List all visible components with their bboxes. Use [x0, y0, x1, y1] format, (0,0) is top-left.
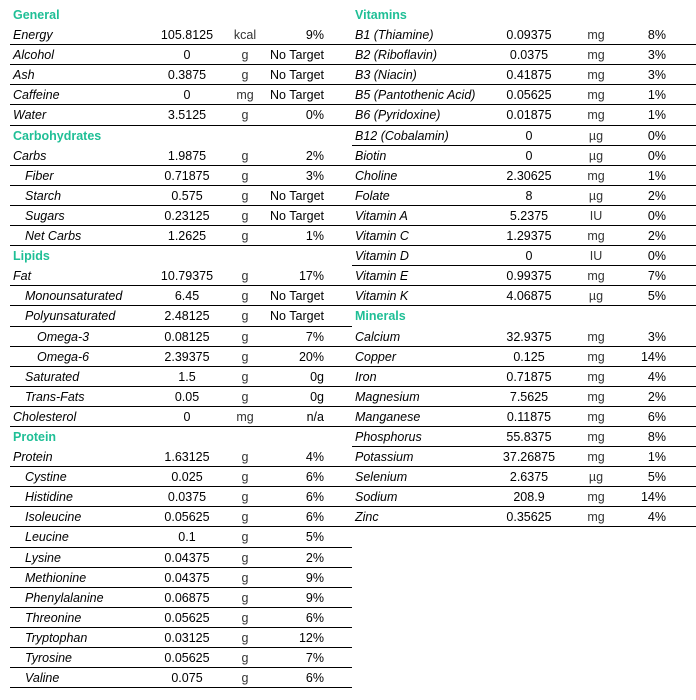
- nutrient-amount: 0.05625: [506, 88, 552, 103]
- nutrient-amount: 0.05625: [164, 651, 210, 665]
- nutrient-target-percent: 0%: [647, 249, 666, 264]
- nutrient-name: B3 (Niacin): [355, 68, 417, 83]
- nutrient-amount: 0.125: [513, 349, 545, 364]
- section-lipids: [10, 246, 352, 266]
- nutrient-target-percent: 6%: [305, 671, 324, 686]
- nutrient-unit: g: [241, 389, 249, 404]
- nutrient-amount: 0.575: [171, 188, 203, 203]
- nutrient-row-protein: [10, 447, 352, 467]
- nutrient-amount: 0.05625: [164, 510, 210, 525]
- nutrient-name: B12 (Cobalamin): [355, 128, 449, 143]
- section-title: Lipids: [13, 249, 50, 264]
- nutrient-amount: 0.03125: [164, 630, 210, 645]
- nutrient-amount: 0.05625: [164, 610, 210, 625]
- nutrient-unit: g: [241, 570, 249, 585]
- nutrient-table-right: [352, 5, 696, 527]
- nutrient-amount: 32.9375: [506, 329, 552, 344]
- nutrient-unit: µg: [588, 148, 604, 163]
- nutrient-name: Water: [13, 108, 47, 123]
- nutrient-amount: 1.29375: [506, 229, 552, 244]
- nutrient-unit: g: [241, 48, 249, 63]
- nutrient-target-percent: 5%: [647, 289, 666, 304]
- nutrient-row-b2-riboflavin: [352, 45, 696, 65]
- nutrient-target-percent: 2%: [647, 389, 666, 404]
- nutrient-row-histidine: [10, 487, 352, 507]
- nutrient-name: Tyrosine: [25, 651, 73, 665]
- nutrient-amount: 1.63125: [164, 450, 210, 465]
- nutrient-table-left: [10, 5, 352, 688]
- nutrient-name: Magnesium: [355, 389, 420, 404]
- nutrient-target-percent: 4%: [647, 369, 666, 384]
- nutrient-unit: g: [241, 208, 249, 223]
- nutrient-name: Copper: [355, 349, 396, 364]
- nutrient-target-percent: 2%: [305, 550, 324, 565]
- nutrient-amount: 0.99375: [506, 269, 552, 284]
- nutrient-unit: mg: [587, 68, 605, 83]
- nutrient-name: B1 (Thiamine): [355, 28, 434, 43]
- nutrient-unit: µg: [588, 188, 604, 203]
- nutrient-target-percent: 3%: [647, 68, 666, 83]
- nutrient-target-percent: 0%: [647, 128, 666, 143]
- nutrient-target-percent: No Target: [270, 88, 324, 103]
- section-general: [10, 5, 352, 25]
- nutrient-row-trans-fats: [10, 387, 352, 407]
- nutrient-amount: 0: [183, 409, 191, 424]
- nutrient-row-b5-pantothenic-acid: [352, 85, 696, 105]
- nutrient-row-polyunsaturated: [10, 306, 352, 326]
- nutrient-row-phenylalanine: [10, 588, 352, 608]
- nutrient-unit: µg: [588, 128, 604, 143]
- nutrient-amount: 0.41875: [506, 68, 552, 83]
- nutrient-row-valine: [10, 668, 352, 688]
- nutrient-name: B2 (Riboflavin): [355, 48, 437, 63]
- nutrient-row-saturated: [10, 367, 352, 387]
- nutrient-amount: 0.05: [174, 389, 200, 404]
- nutrient-target-percent: 1%: [647, 450, 666, 465]
- nutrient-name: Fiber: [25, 168, 54, 183]
- nutrient-row-net-carbs: [10, 226, 352, 246]
- nutrient-unit: mg: [587, 108, 605, 123]
- nutrient-name: Trans-Fats: [25, 389, 85, 404]
- section-carbohydrates: [10, 126, 352, 146]
- nutrient-target-percent: 9%: [305, 570, 324, 585]
- section-title: Protein: [13, 429, 57, 444]
- nutrient-name: Ash: [13, 68, 35, 83]
- nutrient-amount: 0: [183, 48, 191, 63]
- nutrient-unit: g: [241, 510, 249, 525]
- nutrient-name: Vitamin A: [355, 208, 408, 223]
- nutrient-amount: 3.5125: [167, 108, 207, 123]
- nutrient-amount: 55.8375: [506, 429, 552, 444]
- nutrient-target-percent: 2%: [305, 148, 324, 163]
- nutrient-name: Histidine: [25, 490, 73, 505]
- nutrient-row-alcohol: [10, 45, 352, 65]
- nutrient-row-fiber: [10, 166, 352, 186]
- nutrient-target-percent: 3%: [647, 48, 666, 63]
- nutrient-row-water: [10, 105, 352, 125]
- nutrient-row-biotin: [352, 146, 696, 166]
- nutrient-amount: 208.9: [513, 490, 545, 505]
- nutrient-target-percent: 2%: [647, 229, 666, 244]
- nutrient-row-copper: [352, 347, 696, 367]
- nutrient-target-percent: 6%: [305, 470, 324, 485]
- nutrient-unit: g: [241, 108, 249, 123]
- nutrient-target-percent: 2%: [647, 188, 666, 203]
- nutrient-amount: 1.9875: [167, 148, 207, 163]
- nutrient-name: Cystine: [25, 470, 67, 485]
- nutrient-unit: g: [241, 610, 249, 625]
- nutrient-row-vitamin-d: [352, 246, 696, 266]
- nutrient-amount: 8: [525, 188, 533, 203]
- nutrient-unit: g: [241, 470, 249, 485]
- nutrient-row-sugars: [10, 206, 352, 226]
- nutrient-unit: g: [241, 309, 249, 324]
- nutrient-amount: 0.08125: [164, 329, 210, 344]
- nutrient-unit: mg: [587, 409, 605, 424]
- nutrient-row-tryptophan: [10, 628, 352, 648]
- nutrient-target-percent: 7%: [305, 651, 324, 665]
- nutrient-unit: g: [241, 450, 249, 465]
- nutrient-amount: 5.2375: [509, 208, 549, 223]
- nutrient-target-percent: 7%: [647, 269, 666, 284]
- nutrient-target-percent: 17%: [298, 269, 324, 284]
- nutrient-target-percent: 0g: [310, 389, 324, 404]
- nutrient-row-choline: [352, 166, 696, 186]
- nutrient-unit: g: [241, 651, 249, 665]
- nutrient-name: Polyunsaturated: [25, 309, 116, 324]
- nutrient-unit: g: [241, 490, 249, 505]
- section-title: Carbohydrates: [13, 128, 102, 143]
- nutrient-target-percent: 8%: [647, 28, 666, 43]
- nutrient-amount: 0.09375: [506, 28, 552, 43]
- section-title: General: [13, 8, 60, 22]
- nutrient-row-zinc: [352, 507, 696, 527]
- nutrient-name: Caffeine: [13, 88, 60, 103]
- nutrient-name: Alcohol: [13, 48, 54, 63]
- nutrient-unit: g: [241, 168, 249, 183]
- nutrient-name: Protein: [13, 450, 53, 465]
- nutrient-target-percent: 1%: [305, 229, 324, 244]
- nutrient-unit: µg: [588, 470, 604, 485]
- nutrient-target-percent: 0%: [647, 208, 666, 223]
- nutrient-target-percent: 1%: [647, 168, 666, 183]
- nutrient-name: Calcium: [355, 329, 401, 344]
- nutrient-name: Folate: [355, 188, 390, 203]
- nutrient-name: Vitamin C: [355, 229, 409, 244]
- nutrient-unit: g: [241, 329, 249, 344]
- nutrient-amount: 37.26875: [502, 450, 556, 465]
- nutrient-amount: 0.1: [178, 530, 196, 545]
- nutrient-name: Cholesterol: [13, 409, 77, 424]
- nutrient-unit: mg: [587, 349, 605, 364]
- nutrient-amount: 0: [525, 128, 533, 143]
- nutrient-target-percent: 8%: [647, 429, 666, 444]
- nutrient-target-percent: 20%: [298, 349, 324, 364]
- nutrient-target-percent: 14%: [640, 349, 666, 364]
- nutrient-unit: mg: [587, 389, 605, 404]
- nutrient-unit: g: [241, 590, 249, 605]
- nutrient-target-percent: n/a: [306, 409, 324, 424]
- nutrient-name: Vitamin D: [355, 249, 409, 264]
- nutrient-target-percent: 7%: [305, 329, 324, 344]
- nutrient-name: Zinc: [355, 510, 379, 525]
- nutrient-target-percent: 6%: [647, 409, 666, 424]
- nutrient-row-b6-pyridoxine: [352, 105, 696, 125]
- nutrient-amount: 7.5625: [509, 389, 549, 404]
- nutrient-unit: mg: [587, 490, 605, 505]
- nutrient-target-percent: 14%: [640, 490, 666, 505]
- nutrient-unit: g: [241, 269, 249, 284]
- nutrient-row-vitamin-e: [352, 266, 696, 286]
- nutrient-row-cholesterol: [10, 407, 352, 427]
- nutrient-amount: 0.23125: [164, 208, 210, 223]
- section-title: Vitamins: [355, 8, 407, 22]
- nutrient-amount: 2.6375: [509, 470, 549, 485]
- nutrient-unit: mg: [587, 88, 605, 103]
- nutrient-row-tyrosine: [10, 648, 352, 668]
- nutrient-name: Selenium: [355, 470, 408, 485]
- nutrient-name: Vitamin K: [355, 289, 409, 304]
- nutrient-name: Monounsaturated: [25, 289, 123, 304]
- nutrient-amount: 1.2625: [167, 229, 207, 244]
- nutrient-name: Isoleucine: [25, 510, 82, 525]
- nutrient-target-percent: 0%: [647, 148, 666, 163]
- nutrient-unit: kcal: [233, 28, 257, 43]
- nutrient-unit: g: [241, 289, 249, 304]
- nutrient-row-monounsaturated: [10, 286, 352, 306]
- nutrient-row-methionine: [10, 568, 352, 588]
- nutrient-amount: 105.8125: [160, 28, 214, 43]
- nutrient-row-caffeine: [10, 85, 352, 105]
- nutrient-name: Fat: [13, 269, 32, 284]
- section-title: Minerals: [355, 309, 406, 324]
- nutrient-amount: 0.04375: [164, 550, 210, 565]
- nutrient-amount: 0.11875: [506, 409, 552, 424]
- nutrient-unit: mg: [236, 88, 254, 103]
- nutrient-unit: g: [241, 68, 249, 83]
- nutrient-target-percent: 6%: [305, 510, 324, 525]
- nutrient-amount: 0: [183, 88, 191, 103]
- nutrient-unit: IU: [589, 208, 603, 223]
- nutrient-row-starch: [10, 186, 352, 206]
- nutrient-row-selenium: [352, 467, 696, 487]
- nutrient-amount: 0.06875: [164, 590, 210, 605]
- nutrient-unit: mg: [587, 510, 605, 525]
- nutrient-amount: 0.3875: [167, 68, 207, 83]
- nutrient-row-energy: [10, 25, 352, 45]
- nutrient-target-percent: No Target: [270, 48, 324, 63]
- nutrient-name: Tryptophan: [25, 630, 88, 645]
- nutrient-row-cystine: [10, 467, 352, 487]
- nutrient-unit: g: [241, 630, 249, 645]
- nutrient-amount: 10.79375: [160, 269, 214, 284]
- nutrient-row-omega-6: [10, 347, 352, 367]
- nutrient-row-b1-thiamine: [352, 25, 696, 45]
- nutrient-unit: g: [241, 188, 249, 203]
- nutrient-name: Sodium: [355, 490, 398, 505]
- nutrient-target-percent: No Target: [270, 289, 324, 304]
- nutrient-name: Phosphorus: [355, 429, 422, 444]
- nutrient-row-ash: [10, 65, 352, 85]
- nutrient-name: Potassium: [355, 450, 414, 465]
- nutrient-unit: mg: [587, 450, 605, 465]
- nutrient-target-percent: 9%: [305, 28, 324, 43]
- nutrient-target-percent: 12%: [298, 630, 324, 645]
- nutrient-amount: 1.5: [178, 369, 196, 384]
- nutrient-amount: 6.45: [174, 289, 200, 304]
- nutrient-amount: 0.71875: [164, 168, 210, 183]
- nutrient-target-percent: 9%: [305, 590, 324, 605]
- nutrient-row-vitamin-a: [352, 206, 696, 226]
- nutrient-target-percent: 5%: [647, 470, 666, 485]
- nutrient-unit: g: [241, 349, 249, 364]
- nutrient-row-folate: [352, 186, 696, 206]
- nutrient-row-iron: [352, 367, 696, 387]
- nutrient-amount: 2.30625: [506, 168, 552, 183]
- nutrient-amount: 0.0375: [509, 48, 549, 63]
- nutrient-name: Biotin: [355, 148, 387, 163]
- nutrient-amount: 0.01875: [506, 108, 552, 123]
- nutrient-name: Threonine: [25, 610, 82, 625]
- nutrient-name: B6 (Pyridoxine): [355, 108, 441, 123]
- nutrient-amount: 0.025: [171, 470, 203, 485]
- nutrient-amount: 4.06875: [506, 289, 552, 304]
- nutrient-name: Phenylalanine: [25, 590, 104, 605]
- nutrient-name: Choline: [355, 168, 398, 183]
- nutrient-row-fat: [10, 266, 352, 286]
- nutrient-name: Carbs: [13, 148, 47, 163]
- nutrient-target-percent: No Target: [270, 68, 324, 83]
- nutrient-target-percent: 5%: [305, 530, 324, 545]
- nutrient-unit: mg: [587, 429, 605, 444]
- nutrient-row-potassium: [352, 447, 696, 467]
- nutrient-amount: 0.04375: [164, 570, 210, 585]
- section-vitamins: [352, 5, 696, 25]
- nutrient-row-threonine: [10, 608, 352, 628]
- nutrient-name: Energy: [13, 28, 53, 43]
- nutrient-name: Vitamin E: [355, 269, 409, 284]
- nutrient-name: Net Carbs: [25, 229, 82, 244]
- nutrient-unit: g: [241, 229, 249, 244]
- nutrient-amount: 0.71875: [506, 369, 552, 384]
- nutrient-unit: mg: [236, 409, 254, 424]
- nutrient-unit: g: [241, 550, 249, 565]
- section-minerals: [352, 306, 696, 326]
- nutrient-name: Starch: [25, 188, 62, 203]
- nutrient-unit: IU: [589, 249, 603, 264]
- nutrient-row-magnesium: [352, 387, 696, 407]
- nutrient-unit: g: [241, 671, 249, 686]
- nutrient-name: Leucine: [25, 530, 69, 545]
- nutrient-unit: g: [241, 530, 249, 545]
- section-protein: [10, 427, 352, 447]
- nutrient-amount: 0.0375: [167, 490, 207, 505]
- nutrient-target-percent: No Target: [270, 188, 324, 203]
- nutrient-target-percent: 3%: [647, 329, 666, 344]
- nutrient-target-percent: 0g: [310, 369, 324, 384]
- nutrient-name: Iron: [355, 369, 377, 384]
- nutrient-amount: 0: [525, 249, 533, 264]
- nutrient-amount: 2.48125: [164, 309, 210, 324]
- nutrient-unit: mg: [587, 329, 605, 344]
- nutrient-target-percent: No Target: [270, 208, 324, 223]
- nutrient-row-calcium: [352, 327, 696, 347]
- nutrient-row-phosphorus: [352, 427, 696, 447]
- nutrient-target-percent: No Target: [270, 309, 324, 324]
- nutrient-unit: g: [241, 369, 249, 384]
- nutrient-row-leucine: [10, 527, 352, 547]
- nutrient-amount: 0.35625: [506, 510, 552, 525]
- nutrient-unit: µg: [588, 289, 604, 304]
- nutrient-target-percent: 0%: [305, 108, 324, 123]
- nutrient-target-percent: 4%: [305, 450, 324, 465]
- nutrient-name: Sugars: [25, 208, 65, 223]
- nutrient-unit: mg: [587, 28, 605, 43]
- nutrient-target-percent: 1%: [647, 88, 666, 103]
- nutrient-name: Saturated: [25, 369, 80, 384]
- nutrient-name: Manganese: [355, 409, 421, 424]
- nutrient-unit: mg: [587, 269, 605, 284]
- nutrient-unit: mg: [587, 369, 605, 384]
- nutrient-target-percent: 4%: [647, 510, 666, 525]
- nutrient-row-b12-cobalamin: [352, 126, 696, 146]
- nutrient-row-omega-3: [10, 327, 352, 347]
- nutrient-unit: g: [241, 148, 249, 163]
- nutrient-row-isoleucine: [10, 507, 352, 527]
- nutrient-row-carbs: [10, 146, 352, 166]
- nutrient-name: B5 (Pantothenic Acid): [355, 88, 476, 103]
- nutrient-row-lysine: [10, 548, 352, 568]
- nutrient-name: Omega-6: [37, 349, 90, 364]
- nutrient-target-percent: 3%: [305, 168, 324, 183]
- nutrient-amount: 0.075: [171, 671, 203, 686]
- nutrient-unit: mg: [587, 48, 605, 63]
- nutrient-unit: mg: [587, 229, 605, 244]
- nutrient-target-percent: 6%: [305, 490, 324, 505]
- nutrient-row-vitamin-k: [352, 286, 696, 306]
- nutrient-amount: 0: [525, 148, 533, 163]
- nutrient-target-percent: 1%: [647, 108, 666, 123]
- nutrient-name: Lysine: [25, 550, 61, 565]
- nutrient-amount: 2.39375: [164, 349, 210, 364]
- nutrient-row-manganese: [352, 407, 696, 427]
- nutrient-name: Valine: [25, 671, 60, 686]
- nutrient-name: Methionine: [25, 570, 87, 585]
- nutrient-name: Omega-3: [37, 329, 90, 344]
- nutrient-row-vitamin-c: [352, 226, 696, 246]
- nutrient-row-b3-niacin: [352, 65, 696, 85]
- nutrient-unit: mg: [587, 168, 605, 183]
- nutrient-target-percent: 6%: [305, 610, 324, 625]
- nutrient-row-sodium: [352, 487, 696, 507]
